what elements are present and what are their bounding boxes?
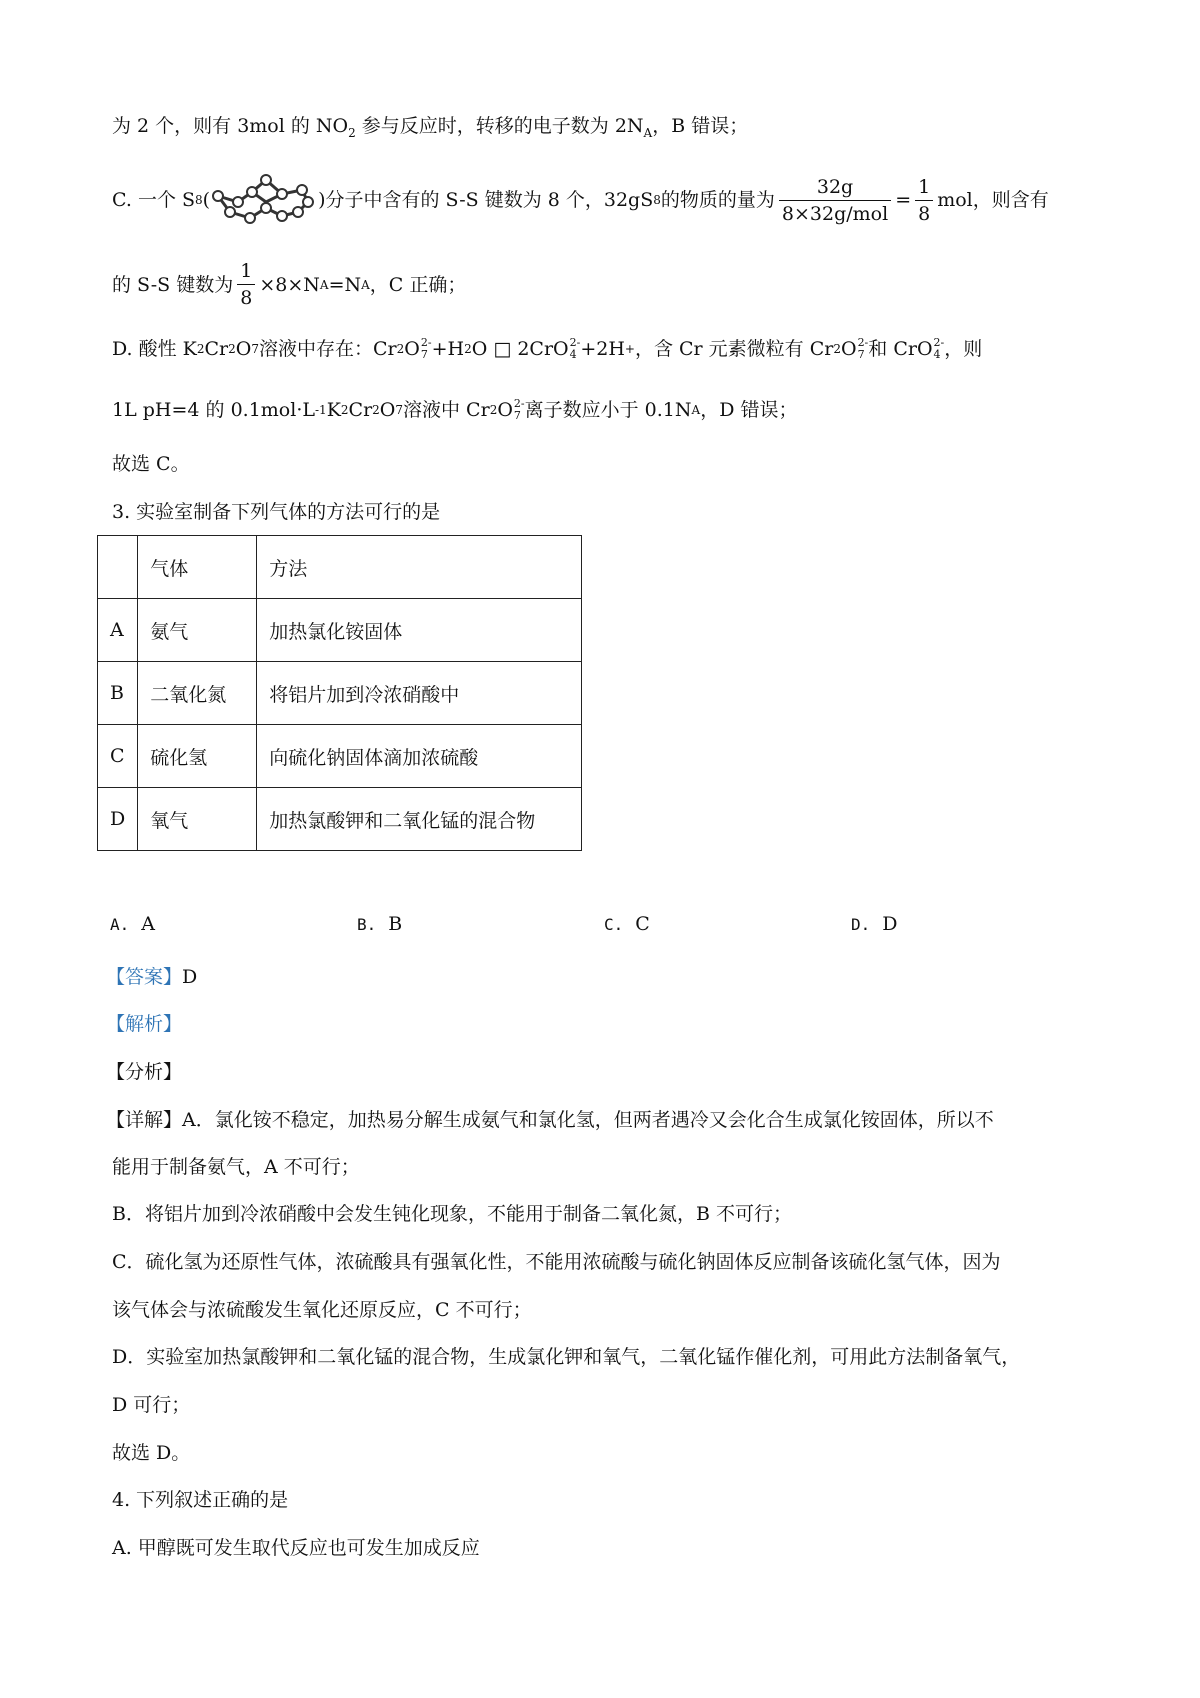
table-header-row — [98, 536, 582, 599]
superscript: 2- — [933, 336, 945, 349]
text-span: 分子中含有的 S-S 键数为 8 个，32gS — [325, 189, 654, 211]
text-line: 故选 C。 — [112, 453, 190, 475]
analysis-label: 【解析】 — [106, 1013, 183, 1035]
subscript: A — [643, 125, 653, 140]
table-cell: 气体 — [138, 536, 257, 599]
option-b — [357, 913, 402, 935]
table-cell: A — [98, 599, 138, 662]
text-span: 离子数应小于 0.1N — [524, 399, 692, 421]
detail-line: B．将铝片加到冷浓硝酸中会发生钝化现象，不能用于制备二氧化氮，B 不可行； — [112, 1203, 792, 1225]
fraction — [779, 174, 891, 227]
superscript: 2- — [569, 336, 581, 349]
text-line: D. 酸性 K 2 Cr 2 O 7 溶液中存在： Cr 2 O 2- 7 +H 2 O □ 2CrO 2- 4 +2H + ，含 Cr 元素微粒有 Cr 2 O 2- 7 和 CrO 2- 4 ，则 — [112, 336, 983, 361]
text-span: K — [326, 399, 341, 421]
subscript: 7 — [420, 348, 428, 361]
table-cell: 向硫化钠固体滴加浓硫酸 — [257, 725, 582, 788]
answer-options — [110, 913, 1110, 943]
detail-line: D．实验室加热氯酸钾和二氧化锰的混合物，生成氯化钾和氧气，二氧化锰作催化剂，可用此方法制备氧气， — [112, 1346, 1021, 1368]
s8-molecule-icon — [210, 172, 318, 228]
option-letter: C. — [604, 915, 624, 934]
text-span: ，C 正确； — [369, 273, 467, 296]
superscript: 2- — [857, 336, 869, 349]
table-cell: 二氧化氮 — [138, 662, 257, 725]
text-span: Cr — [373, 338, 397, 360]
text-span: O — [497, 399, 513, 421]
table-row — [98, 725, 582, 788]
text-span: 为 2 个，则有 3mol 的 NO — [112, 115, 349, 137]
text-span: ×8×N — [259, 273, 320, 296]
fenxi-label: 【分析】 — [106, 1061, 183, 1083]
question-stem: 4. 下列叙述正确的是 — [112, 1489, 289, 1511]
text-span: +H — [431, 338, 465, 360]
fraction-numerator: 1 — [915, 174, 933, 201]
detail-line: 能用于制备氨气，A 不可行； — [112, 1156, 360, 1178]
option-text: A — [141, 913, 155, 935]
text-span: ，含 Cr 元素微粒有 Cr — [634, 338, 834, 360]
subscript: 2 — [348, 125, 356, 140]
ion-charge — [858, 337, 869, 361]
subscript: 7 — [513, 409, 521, 422]
fraction-numerator: 1 — [237, 258, 255, 285]
option-letter: B. — [357, 915, 377, 934]
subscript: 4 — [569, 348, 577, 361]
detail-line: 【详解】A．氯化铵不稳定，加热易分解生成氨气和氯化氢，但两者遇冷又会化合生成氯化铵固体，所以不 — [106, 1109, 994, 1131]
fraction — [915, 174, 933, 227]
detail-line: 故选 D。 — [112, 1442, 191, 1464]
text-span: = — [895, 189, 912, 211]
superscript: 2- — [513, 397, 525, 410]
text-span: 溶液中 Cr — [403, 399, 490, 421]
table-cell: 加热氯酸钾和二氧化锰的混合物 — [257, 788, 582, 851]
fraction — [237, 258, 255, 311]
text-span: ，D 错误； — [700, 399, 798, 421]
option-text: B — [388, 913, 403, 935]
text-span: =N — [328, 273, 362, 296]
text-span: 和 CrO — [868, 338, 933, 360]
ion-charge — [514, 398, 525, 422]
text-span: ( — [202, 189, 211, 211]
text-span: 溶液中存在： — [259, 338, 374, 360]
subscript: 4 — [933, 348, 941, 361]
text-span: C. 一个 S — [112, 189, 195, 211]
option-a: A. 甲醇既可发生取代反应也可发生加成反应 — [112, 1537, 480, 1559]
text-span: mol，则含有 — [937, 189, 1049, 211]
text-span: O — [840, 338, 857, 360]
answer-line — [106, 963, 197, 991]
detail-line: D 可行； — [112, 1394, 191, 1416]
subscript: 7 — [857, 348, 865, 361]
text-span: 1L pH=4 的 0.1mol·L — [112, 399, 315, 421]
table-row — [98, 662, 582, 725]
fraction-denominator: 8×32g/mol — [781, 202, 889, 225]
text-line: 1L pH=4 的 0.1mol·L -1 K 2 Cr 2 O 7 溶液中 Cr 2 O 2- 7 离子数应小于 0.1N A ，D 错误； — [112, 397, 798, 422]
text-span: Cr — [204, 338, 229, 360]
answer-label: 【答案】 — [106, 966, 183, 988]
text-line: C. 一个 S 8 ( ) 分子中含有的 S-S 键数为 8 个，32gS 8 的物质的量为 $\frac{32g}{\text{8×32g/mol}}$ = $\frac{1}{8}$ mol，则含有 — [112, 172, 1049, 228]
text-span: +2H — [580, 338, 625, 360]
table-cell: 方法 — [257, 536, 582, 599]
table-row — [98, 788, 582, 851]
option-letter: A. — [110, 915, 130, 934]
text-span: O — [404, 338, 420, 360]
ion-charge — [570, 337, 581, 361]
table-cell: C — [98, 725, 138, 788]
table-cell: B — [98, 662, 138, 725]
option-text: C — [635, 913, 650, 935]
text-span: ，则 — [944, 338, 983, 360]
detail-line: 该气体会与浓硫酸发生氧化还原反应，C 不可行； — [112, 1299, 532, 1321]
text-span: Cr — [348, 399, 373, 421]
text-span: 的 S-S 键数为 — [112, 273, 234, 296]
option-d — [851, 913, 898, 935]
text-line: 的 S-S 键数为 $\frac{1}{8}$ ×8×N A =N A ，C 正确； — [112, 260, 467, 309]
option-text: D — [882, 913, 898, 935]
text-span: 参与反应时，转移的电子数为 2N — [355, 115, 644, 137]
methods-table — [97, 535, 582, 851]
fraction-denominator: 8 — [240, 287, 253, 309]
table-row — [98, 599, 582, 662]
ion-charge — [421, 337, 432, 361]
text-span: D. 酸性 K — [112, 338, 197, 360]
text-span: ) — [318, 189, 326, 211]
detail-line: C．硫化氢为还原性气体，浓硫酸具有强氧化性，不能用浓硫酸与硫化钠固体反应制备该硫化氢气体，因为 — [112, 1251, 1001, 1273]
question-stem: 3. 实验室制备下列气体的方法可行的是 — [112, 501, 441, 523]
text-span: O □ 2CrO — [471, 338, 569, 360]
table-cell: D — [98, 788, 138, 851]
option-a — [110, 913, 155, 935]
table-cell: 加热氯化铵固体 — [257, 599, 582, 662]
text-span: 的物质的量为 — [660, 189, 775, 211]
table-cell: 硫化氢 — [138, 725, 257, 788]
option-letter: D. — [851, 915, 871, 934]
answer-value: D — [182, 966, 198, 988]
fraction-denominator: 8 — [918, 202, 931, 225]
fraction-numerator: 32g — [779, 174, 891, 201]
ion-charge — [934, 337, 945, 361]
table-cell: 将铝片加到冷浓硝酸中 — [257, 662, 582, 725]
text-span: O — [235, 338, 252, 360]
table-cell: 氧气 — [138, 788, 257, 851]
table-cell — [98, 536, 138, 599]
superscript: 2- — [420, 336, 432, 349]
table-cell: 氨气 — [138, 599, 257, 662]
text-span: O — [379, 399, 396, 421]
option-c — [604, 913, 650, 935]
text-line — [112, 112, 748, 140]
text-span: ，B 错误； — [652, 115, 749, 137]
